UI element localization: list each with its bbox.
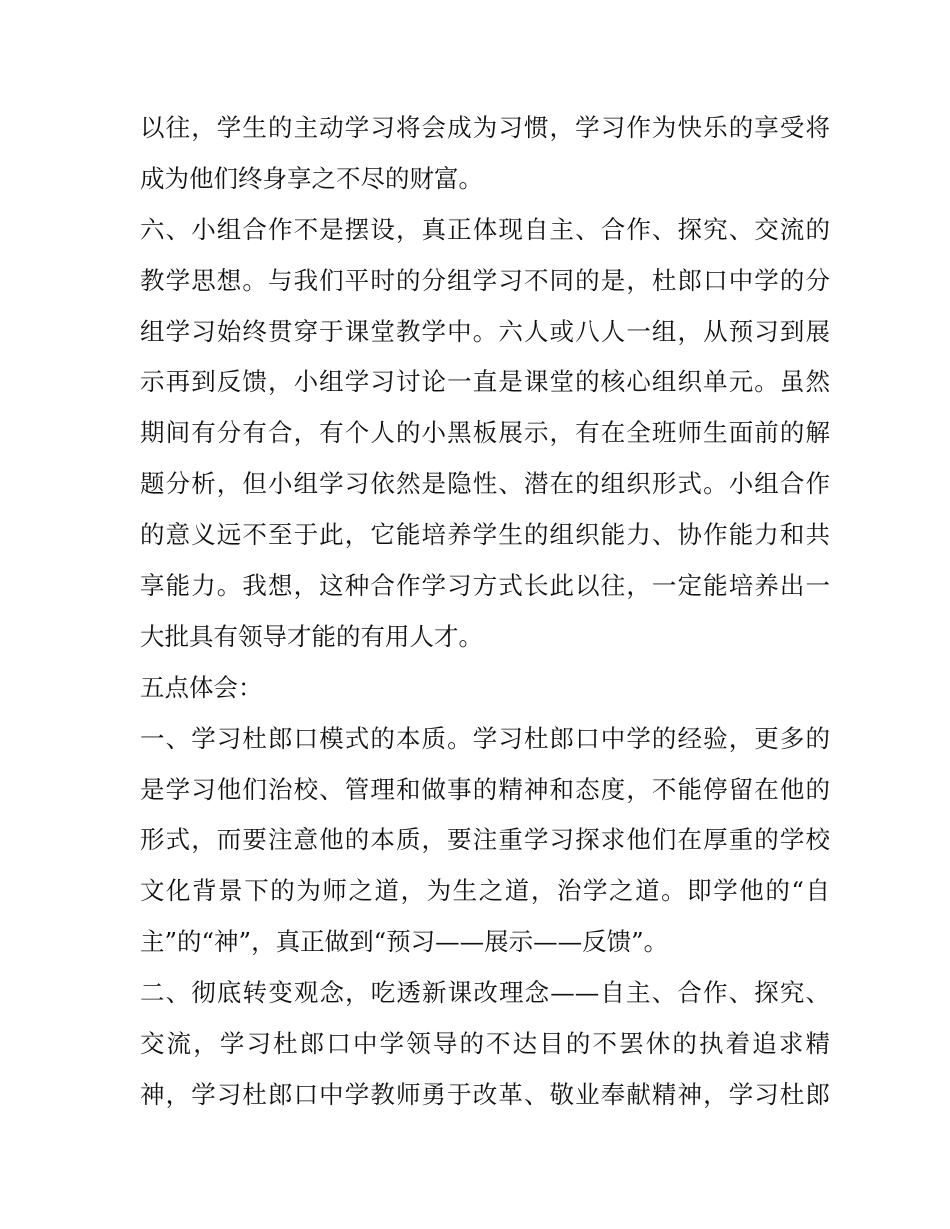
text-line: 主”的“神”，真正做到“预习——展示——反馈”。	[140, 927, 669, 957]
text-line: 以往，学生的主动学习将会成为习惯，学习作为快乐的享受将	[140, 113, 830, 142]
text-line: 是学习他们治校、管理和做事的精神和态度，不能停留在他的	[140, 774, 830, 804]
text-line: 题分析，但小组学习依然是隐性、潜在的组织形式。小组合作	[140, 469, 830, 499]
text-line: 六、小组合作不是摆设，真正体现自主、合作、探究、交流的	[140, 214, 830, 244]
text-line: 示再到反馈，小组学习讨论一直是课堂的核心组织单元。虽然	[140, 367, 830, 397]
text-line: 一、学习杜郎口模式的本质。学习杜郎口中学的经验，更多的	[140, 723, 830, 753]
body-text	[140, 103, 830, 1121]
text-line: 大批具有领导才能的有用人才。	[140, 621, 483, 651]
text-line: 享能力。我想，这种合作学习方式长此以往，一定能培养出一	[140, 571, 830, 601]
text-line: 成为他们终身享之不尽的财富。	[140, 163, 483, 193]
text-line: 期间有分有合，有个人的小黑板展示，有在全班师生面前的解	[140, 418, 830, 448]
text-line: 组学习始终贯穿于课堂教学中。六人或八人一组，从预习到展	[140, 316, 830, 346]
text-line: 交流，学习杜郎口中学领导的不达目的不罢休的执着追求精	[140, 1029, 830, 1059]
text-line: 形式，而要注意他的本质，要注重学习探求他们在厚重的学校	[140, 825, 830, 855]
text-line: 的意义远不至于此，它能培养学生的组织能力、协作能力和共	[140, 520, 830, 550]
text-line: 文化背景下的为师之道，为生之道，治学之道。即学他的“自	[140, 876, 830, 906]
text-line: 教学思想。与我们平时的分组学习不同的是，杜郎口中学的分	[140, 265, 830, 295]
text-line: 二、彻底转变观念，吃透新课改理念——自主、合作、探究、	[140, 978, 830, 1008]
text-line: 神，学习杜郎口中学教师勇于改革、敬业奉献精神，学习杜郎	[140, 1079, 830, 1109]
text-line: 五点体会：	[140, 672, 263, 702]
